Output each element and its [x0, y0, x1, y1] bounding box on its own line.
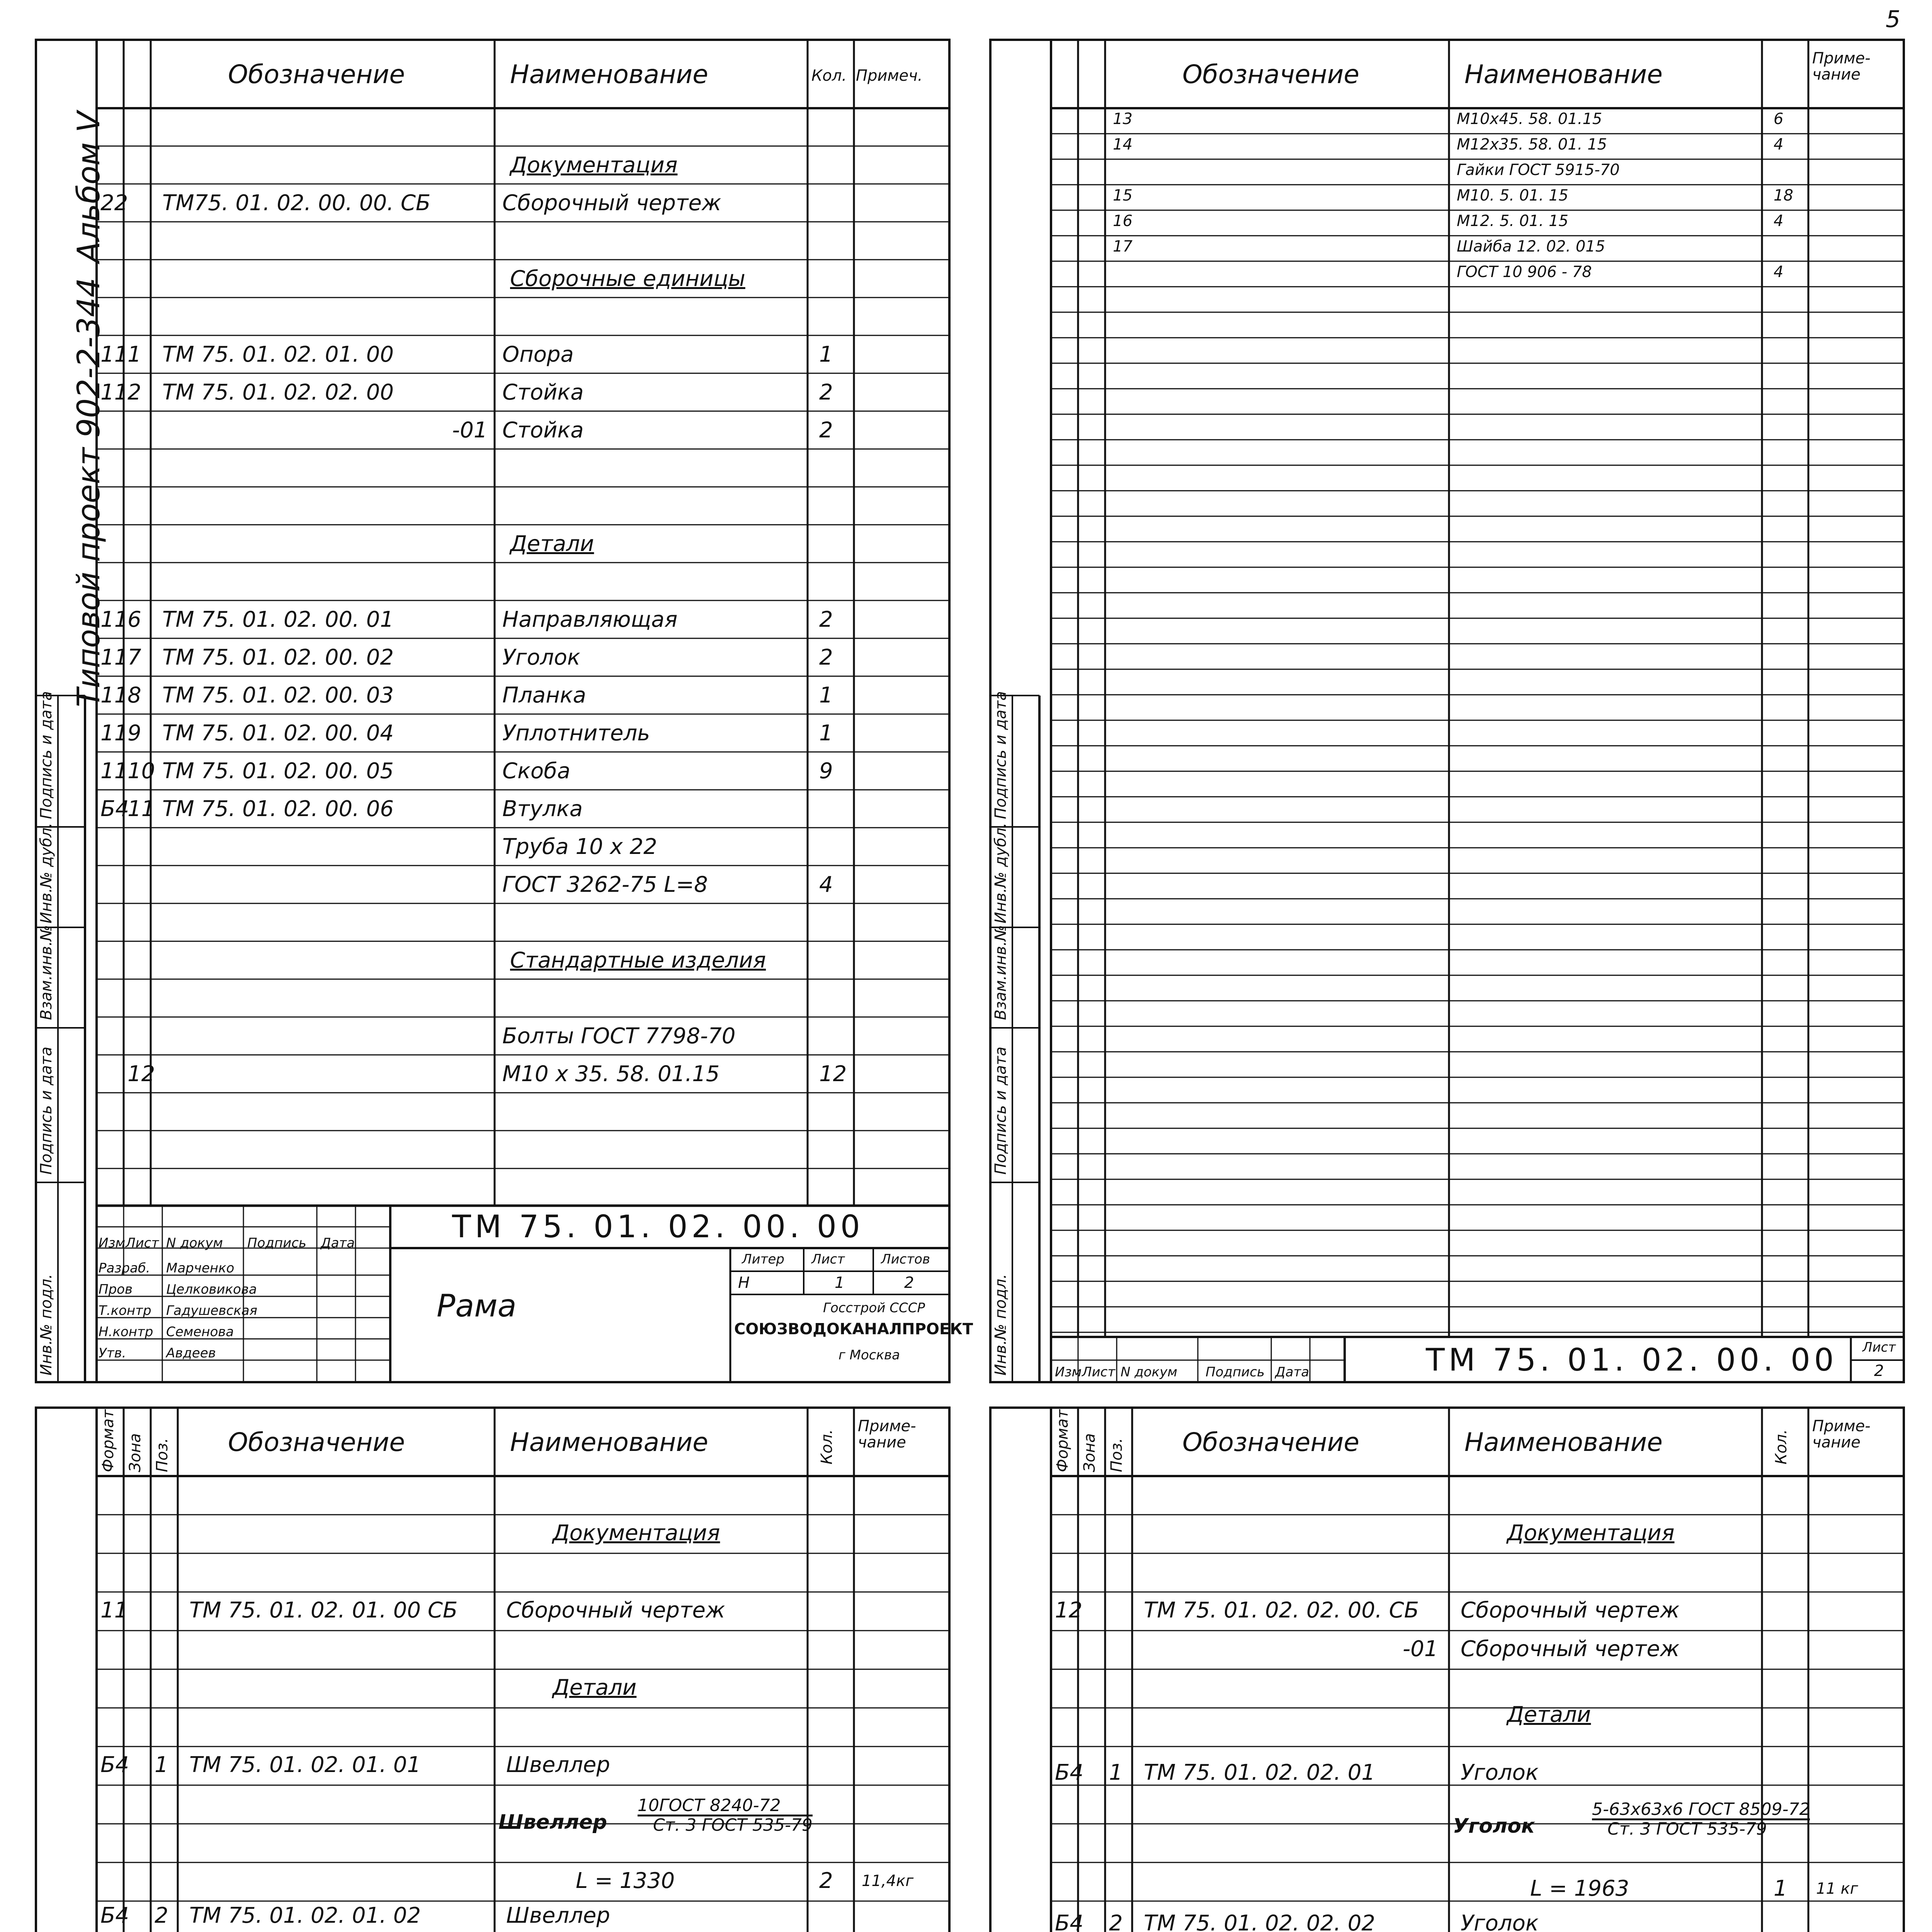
opora-row-oboznachenie: ТМ 75. 01. 02. 01. 02 — [189, 1903, 421, 1928]
stoika-row-kol: 1 — [1774, 1876, 1787, 1901]
opora-row-naimenovanie: Швеллер — [506, 1903, 610, 1928]
rama-row-naimenovanie: Уголок — [502, 645, 580, 670]
rama-lit: Н — [738, 1274, 750, 1292]
rama-row-oboznachenie: -01 — [452, 418, 488, 443]
rama-row-format: 11 — [100, 645, 128, 670]
p2-margin-inv-podl: Инв.№ подл. — [992, 1274, 1010, 1376]
stoika-row-fraction — [1592, 1801, 1810, 1838]
rama-row-oboznachenie: ТМ 75. 01. 02. 00. 03 — [162, 683, 394, 708]
opora-header-poz: Поз. — [153, 1438, 171, 1472]
rama-row-kol: 4 — [819, 872, 833, 897]
stamp-col-ndokum: N докум — [166, 1235, 223, 1251]
stoika-header-poz: Поз. — [1108, 1438, 1126, 1472]
p2-row-kol: 4 — [1774, 212, 1784, 230]
opora-row-format: Б4 — [100, 1903, 129, 1928]
stoika-row-oboznachenie: ТМ 75. 01. 02. 02. 02 — [1144, 1911, 1376, 1932]
opora-row-poz: 2 — [155, 1903, 168, 1928]
rama-row-format: 11 — [100, 721, 128, 746]
rama-row-naimenovanie: Труба 10 х 22 — [502, 834, 657, 859]
album-label: Альбом V — [71, 111, 107, 263]
opora-row-oboznachenie: ТМ 75. 01. 02. 01. 01 — [189, 1752, 421, 1777]
stoika-row-naimenovanie: Уголок — [1461, 1760, 1539, 1785]
stamp-role-nkontr: Н.контр — [99, 1324, 153, 1340]
sheet-rama-p2 — [989, 39, 1905, 1383]
rama-row-oboznachenie: ТМ 75. 01. 02. 00. 02 — [162, 645, 394, 670]
rama-row-poz: 1 — [128, 342, 141, 367]
opora-header-primechanie: Приме-чание — [858, 1417, 916, 1451]
rama-org1: Госстрой СССР — [823, 1300, 925, 1316]
p2-ndokum: N докум — [1121, 1364, 1177, 1380]
rama-row-naimenovanie: М10 х 35. 58. 01.15 — [502, 1061, 720, 1087]
sheet-stoika-grid — [989, 1406, 1905, 1932]
sheet-opora — [35, 1406, 951, 1932]
stoika-row-format: 12 — [1055, 1598, 1083, 1623]
stamp-col-podpis: Подпись — [247, 1235, 306, 1251]
project-label: Типовой проект 902-2-344 — [71, 277, 107, 707]
rama-row-kol: 9 — [819, 759, 833, 784]
rama-row-format: Б4 — [100, 796, 129, 821]
rama-city: г Москва — [838, 1347, 900, 1363]
rama-row-naimenovanie: Болты ГОСТ 7798-70 — [502, 1024, 736, 1049]
p2-margin-vzam-inv: Взам.инв.№ — [992, 925, 1010, 1020]
p2-row-naimenovanie: Шайба 12. 02. 015 — [1457, 238, 1605, 255]
margin-inv-dubl: Инв.№ дубл. — [37, 823, 55, 923]
rama-row-oboznachenie: ТМ 75. 01. 02. 00. 05 — [162, 759, 394, 784]
stamp-person: Целковикова — [166, 1282, 257, 1297]
opora-row-naimenovanie: Швеллер — [506, 1752, 610, 1777]
p2-header-oboznachenie: Обозначение — [1182, 60, 1359, 89]
header-naimenovanie: Наименование — [510, 60, 708, 89]
opora-header-kol: Кол. — [818, 1429, 836, 1464]
rama-row-oboznachenie: ТМ 75. 01. 02. 00. 04 — [162, 721, 394, 746]
opora-fraction-bottom: Ст. 3 ГОСТ 535-79 — [653, 1815, 813, 1835]
stoika-fraction-top: 5-63х63х6 ГОСТ 8509-72 — [1592, 1801, 1810, 1820]
stoika-header-oboznachenie: Обозначение — [1182, 1427, 1359, 1457]
rama-row-naimenovanie: Направляющая — [502, 607, 678, 632]
p2-header-naimenovanie: Наименование — [1464, 60, 1663, 89]
rama-row-format: 11 — [100, 759, 128, 784]
stoika-fraction-bottom: Ст. 3 ГОСТ 535-79 — [1607, 1819, 1767, 1839]
stamp-person: Гадушевская — [166, 1303, 257, 1318]
rama-row-kol: 2 — [819, 607, 833, 632]
p2-row-naimenovanie: М12. 5. 01. 15 — [1457, 212, 1568, 230]
stamp-person: Марченко — [166, 1260, 235, 1276]
rama-row-naimenovanie: Детали — [510, 531, 594, 556]
p2-row-naimenovanie: М12х35. 58. 01. 15 — [1457, 136, 1607, 153]
opora-row-fraction — [638, 1797, 813, 1834]
p2-row-kol: 18 — [1774, 187, 1793, 204]
rama-row-format: 11 — [100, 380, 128, 405]
header-primech: Примеч. — [856, 67, 923, 85]
p2-row-poz: 17 — [1113, 238, 1133, 255]
opora-header-format: Формат — [99, 1409, 117, 1472]
p2-row-poz: 13 — [1113, 110, 1133, 128]
p2-row-naimenovanie: Гайки ГОСТ 5915-70 — [1457, 161, 1620, 179]
stoika-row-naimenovanie: L = 1963 — [1530, 1876, 1629, 1901]
rama-list: 1 — [835, 1274, 845, 1292]
stoika-row-naimenovanie: Документация — [1507, 1520, 1675, 1546]
stoika-row-naimenovanie: Уголок — [1461, 1911, 1539, 1932]
p2-row-naimenovanie: М10. 5. 01. 15 — [1457, 187, 1568, 204]
rama-row-kol: 2 — [819, 380, 833, 405]
p2-header-primechanie: Приме-чание — [1812, 49, 1871, 83]
opora-row-poz: 1 — [155, 1752, 168, 1777]
rama-row-oboznachenie: ТМ 75. 01. 02. 01. 00 — [162, 342, 394, 367]
stoika-header-primechanie: Приме-чание — [1812, 1417, 1871, 1451]
rama-row-kol: 2 — [819, 645, 833, 670]
stamp-role-utv: Утв. — [99, 1345, 126, 1361]
rama-row-poz: 10 — [128, 759, 155, 784]
rama-row-naimenovanie: Скоба — [502, 759, 571, 784]
rama-row-naimenovanie: ГОСТ 3262-75 L=8 — [502, 872, 708, 897]
opora-row-naimenovanie: L = 1330 — [576, 1868, 675, 1893]
rama-row-poz: 12 — [128, 1061, 155, 1087]
p2-podpis: Подпись — [1206, 1364, 1265, 1380]
rama-row-oboznachenie: ТМ 75. 01. 02. 00. 01 — [162, 607, 394, 632]
rama-row-poz: 9 — [128, 721, 141, 746]
p2-izm: Изм — [1055, 1364, 1082, 1380]
stamp-person: Авдеев — [166, 1345, 216, 1361]
margin-podpis-data-2: Подпись и дата — [37, 1046, 55, 1175]
p2-row-naimenovanie: М10х45. 58. 01.15 — [1457, 110, 1602, 128]
rama-row-poz: 6 — [128, 607, 141, 632]
rama-row-kol: 1 — [819, 721, 833, 746]
sheet-rama — [35, 39, 973, 1383]
p2-list: 2 — [1874, 1362, 1884, 1380]
stoika-row-naimenovanie: Сборочный чертеж — [1461, 1636, 1680, 1662]
p2-row-kol: 4 — [1774, 263, 1784, 281]
p2-margin-inv-dubl: Инв.№ дубл. — [992, 823, 1010, 923]
opora-row-format: Б4 — [100, 1752, 129, 1777]
stamp-person: Семенова — [166, 1324, 234, 1340]
margin-vzam-inv: Взам.инв.№ — [37, 925, 55, 1020]
stoika-row-oboznachenie: -01 — [1403, 1636, 1438, 1662]
stamp-role-razrab: Разраб. — [99, 1260, 150, 1276]
sheet-opora-grid — [35, 1406, 951, 1932]
stoika-row-primechanie: 11 кг — [1816, 1880, 1858, 1898]
rama-row-kol: 2 — [819, 418, 833, 443]
opora-row-primechanie: 11,4кг — [862, 1872, 914, 1890]
rama-row-oboznachenie: ТМ 75. 01. 02. 00. 06 — [162, 796, 394, 821]
p2-doc-code: ТМ 75. 01. 02. 00. 00 — [1426, 1342, 1838, 1378]
stamp-col-list: Лист — [126, 1235, 159, 1251]
rama-row-poz: 7 — [128, 645, 141, 670]
p2-list-col: Лист — [1082, 1364, 1116, 1380]
rama-row-naimenovanie: Документация — [510, 153, 678, 178]
stoika-row-format: Б4 — [1055, 1760, 1084, 1785]
p2-row-poz: 16 — [1113, 212, 1133, 230]
opora-row-naimenovanie: Документация — [553, 1520, 720, 1546]
sheet-rama-grid — [35, 39, 951, 1383]
stoika-row-frac-name: Уголок — [1453, 1815, 1535, 1838]
stamp-role-tkontr: Т.контр — [99, 1303, 151, 1318]
rama-row-oboznachenie: ТМ75. 01. 02. 00. 00. СБ — [162, 190, 431, 216]
opora-row-format: 11 — [100, 1598, 128, 1623]
rama-title: Рама — [437, 1288, 517, 1324]
stoika-row-oboznachenie: ТМ 75. 01. 02. 02. 00. СБ — [1144, 1598, 1419, 1623]
p2-row-poz: 15 — [1113, 187, 1133, 204]
rama-row-kol: 1 — [819, 683, 833, 708]
rama-row-kol: 12 — [819, 1061, 847, 1087]
rama-listov-label: Листов — [881, 1252, 930, 1267]
p2-margin-podpis-data-1: Подпись и дата — [992, 691, 1010, 819]
stoika-header-kol: Кол. — [1772, 1429, 1790, 1464]
stoika-row-oboznachenie: ТМ 75. 01. 02. 02. 01 — [1144, 1760, 1376, 1785]
stoika-header-naimenovanie: Наименование — [1464, 1427, 1663, 1457]
opora-row-naimenovanie: Детали — [553, 1675, 637, 1700]
p2-row-naimenovanie: ГОСТ 10 906 - 78 — [1457, 263, 1592, 281]
rama-row-naimenovanie: Уплотнитель — [502, 721, 650, 746]
stoika-header-zona: Зона — [1081, 1433, 1099, 1472]
rama-row-naimenovanie: Втулка — [502, 796, 583, 821]
rama-row-oboznachenie: ТМ 75. 01. 02. 02. 00 — [162, 380, 394, 405]
opora-header-zona: Зона — [126, 1433, 144, 1472]
stoika-row-naimenovanie: Сборочный чертеж — [1461, 1598, 1680, 1623]
rama-row-format: 11 — [100, 683, 128, 708]
rama-row-kol: 1 — [819, 342, 833, 367]
rama-listov: 2 — [904, 1274, 914, 1292]
stoika-row-poz: 1 — [1109, 1760, 1123, 1785]
stoika-header-format: Формат — [1054, 1409, 1071, 1472]
header-oboznachenie: Обозначение — [228, 60, 405, 89]
stamp-role-prov: Пров — [99, 1282, 133, 1297]
rama-doc-code: ТМ 75. 01. 02. 00. 00 — [452, 1209, 864, 1245]
rama-list-label: Лист — [811, 1252, 845, 1267]
rama-row-poz: 8 — [128, 683, 141, 708]
sheet-stoika — [989, 1406, 1905, 1932]
opora-row-frac-name: Швеллер — [498, 1811, 607, 1834]
rama-row-naimenovanie: Стойка — [502, 418, 584, 443]
opora-header-naimenovanie: Наименование — [510, 1427, 708, 1457]
p2-row-kol: 4 — [1774, 136, 1784, 153]
opora-header-oboznachenie: Обозначение — [228, 1427, 405, 1457]
rama-org2: СОЮЗВОДОКАНАЛПРОЕКТ — [734, 1320, 973, 1338]
stamp-col-izm: Изм — [99, 1235, 126, 1251]
margin-inv-podl: Инв.№ подл. — [37, 1274, 55, 1376]
p2-row-kol: 6 — [1774, 110, 1784, 128]
rama-row-poz: 2 — [128, 380, 141, 405]
rama-liter-label: Литер — [742, 1252, 784, 1267]
page-number: 5 — [1886, 6, 1901, 33]
opora-row-naimenovanie: Сборочный чертеж — [506, 1598, 725, 1623]
rama-row-format: 11 — [100, 342, 128, 367]
rama-row-naimenovanie: Планка — [502, 683, 586, 708]
rama-row-naimenovanie: Стандартные изделия — [510, 948, 766, 973]
p2-row-poz: 14 — [1113, 136, 1133, 153]
rama-row-poz: 11 — [128, 796, 155, 821]
margin-podpis-data-1: Подпись и дата — [37, 691, 55, 819]
rama-row-format: 11 — [100, 607, 128, 632]
stoika-row-poz: 2 — [1109, 1911, 1123, 1932]
p2-margin-podpis-data-2: Подпись и дата — [992, 1046, 1010, 1175]
p2-data: Дата — [1275, 1364, 1310, 1380]
rama-row-naimenovanie: Сборочный чертеж — [502, 190, 721, 216]
rama-row-format: 22 — [100, 190, 128, 216]
stoika-row-naimenovanie: Детали — [1507, 1702, 1591, 1727]
opora-row-oboznachenie: ТМ 75. 01. 02. 01. 00 СБ — [189, 1598, 458, 1623]
opora-fraction-top: 10ГОСТ 8240-72 — [638, 1797, 813, 1816]
stoika-row-format: Б4 — [1055, 1911, 1084, 1932]
rama-row-naimenovanie: Сборочные единицы — [510, 266, 745, 291]
opora-row-kol: 2 — [819, 1868, 833, 1893]
rama-row-naimenovanie: Стойка — [502, 380, 584, 405]
rama-row-naimenovanie: Опора — [502, 342, 574, 367]
stamp-col-data: Дата — [321, 1235, 355, 1251]
p2-list-label: Лист — [1862, 1340, 1896, 1355]
header-kol: Кол. — [811, 67, 847, 85]
